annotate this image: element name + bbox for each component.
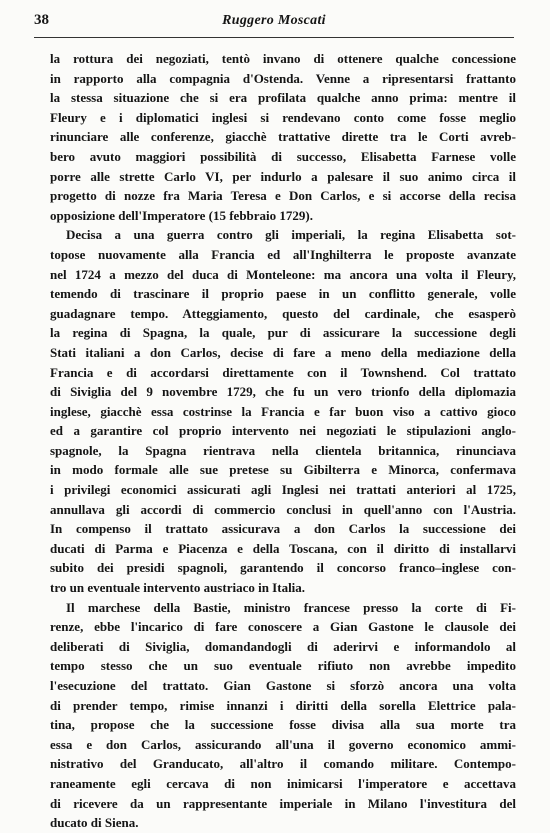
text-line: annullava gli accordi di commercio conclusi in quell'anno con l'Austria. <box>50 501 516 517</box>
text-line: topose nuovamente alla Francia ed all'Inghilterra le proposte avanzate <box>50 246 516 262</box>
text-line: raneamente egli cercava di non inimicarsi l'imperatore e accettava <box>50 775 516 791</box>
text-line: di prender tempo, rimise innanzi i diritti della sorella Elettrice pala- <box>50 697 516 713</box>
text-line: in rapporto alla compagnia d'Ostenda. Venne a ripresentarsi frattanto <box>50 70 516 86</box>
text-line: subito dei presidi spagnoli, garantendo il concorso franco–inglese con- <box>50 560 516 576</box>
text-line: i privilegi economici assicurati agli Inglesi nei trattati anteriori al 1725, <box>50 482 516 498</box>
text-line: tempo stesso che un suo eventuale rifiuto non avrebbe impedito <box>50 658 516 674</box>
text-line: la rottura dei negoziati, tentò invano di ottenere qualche concessione <box>50 51 516 66</box>
text-line: Decisa a una guerra contro gli imperiali, la regina Elisabetta sot- <box>66 227 516 243</box>
text-line: inglese, giacchè essa costrinse la Francia e far buon viso a cattivo gioco <box>50 403 516 419</box>
page-header <box>34 8 514 32</box>
text-line: la regina di Spagna, la quale, pur di assicurare la successione degli <box>50 325 516 341</box>
text-line: Fleury e i diplomatici inglesi si rendevano conto come fosse meglio <box>50 109 516 125</box>
text-line: l'esecuzione del trattato. Gian Gastone si sforzò ancora una volta <box>50 678 516 693</box>
running-head: Ruggero Moscati <box>222 13 326 28</box>
text-line: guadagnare tempo. Atteggiamento, questo del cardinale, che esasperò <box>50 305 516 321</box>
text-line: bero avuto maggiori possibilità di successo, Elisabetta Farnese volle <box>50 148 516 164</box>
text-line: In compenso il trattato assicurava a don Carlos la successione dei <box>50 521 516 537</box>
text-line: deliberati di Siviglia, domandandogli di aderirvi e informandolo al <box>50 638 516 654</box>
text-line: essa e don Carlos, assicurando all'una il governo economico ammi- <box>50 736 516 752</box>
text-line: la stessa situazione che si era profilata qualche anno prima: mentre il <box>50 90 516 106</box>
text-line: rinunciare alle conferenze, giacchè trattative dirette tra le Corti avreb- <box>50 129 516 145</box>
paragraph <box>50 598 516 833</box>
text-line: progetto di nozze fra Maria Teresa e Don Carlos, e si accorse della recisa <box>50 188 516 204</box>
text-line: ed a garantire col proprio intervento nei negoziati le stipulazioni anglo- <box>50 423 516 439</box>
text-line: tina, propose che la successione fosse divisa alla sua morte tra <box>50 717 516 733</box>
paragraph <box>50 225 516 597</box>
page-number: 38 <box>34 12 49 28</box>
text-line: renze, ebbe l'incarico di fare conoscere a Gian Gastone le clausole dei <box>50 619 516 635</box>
body-text <box>50 49 516 833</box>
text-line: opposizione dell'Imperatore (15 febbraio 1729). <box>50 207 313 223</box>
text-line: nel 1724 a mezzo del duca di Monteleone: ma ancora una volta il Fleury, <box>50 266 516 282</box>
text-line: nistrativo del Granducato, all'altro il comando militare. Contempo- <box>50 756 516 772</box>
paragraph <box>50 49 516 225</box>
text-line: Stati italiani a don Carlos, decise di fare a meno della mediazione della <box>50 344 516 360</box>
text-line: porre alle strette Carlo VI, per indurlo a palesare il suo animo circa il <box>50 168 516 184</box>
text-line: tro un eventuale intervento austriaco in Italia. <box>50 580 306 596</box>
header-rule <box>34 37 514 38</box>
text-line: Il marchese della Bastie, ministro francese presso la corte di Fi- <box>66 599 516 615</box>
text-line: spagnole, la Spagna rientrava nella clientela britannica, rinunciava <box>50 442 516 458</box>
text-line: di Siviglia del 9 novembre 1729, che fu un vero trionfo della diplomazia <box>50 384 516 400</box>
text-line: ducati di Parma e Piacenza e della Toscana, con il diritto di installarvi <box>50 540 516 556</box>
text-line: ducato di Siena. <box>50 815 139 831</box>
text-line: Francia e di accordarsi direttamente con il Townshend. Col trattato <box>50 364 516 380</box>
text-line: temendo di trascinare il proprio paese in un conflitto generale, volle <box>50 286 516 302</box>
text-line: di ricevere da un rappresentante imperiale in Milano l'investitura del <box>50 795 516 811</box>
text-line: in modo formale alle sue pretese su Gibilterra e Minorca, confermava <box>50 462 516 478</box>
